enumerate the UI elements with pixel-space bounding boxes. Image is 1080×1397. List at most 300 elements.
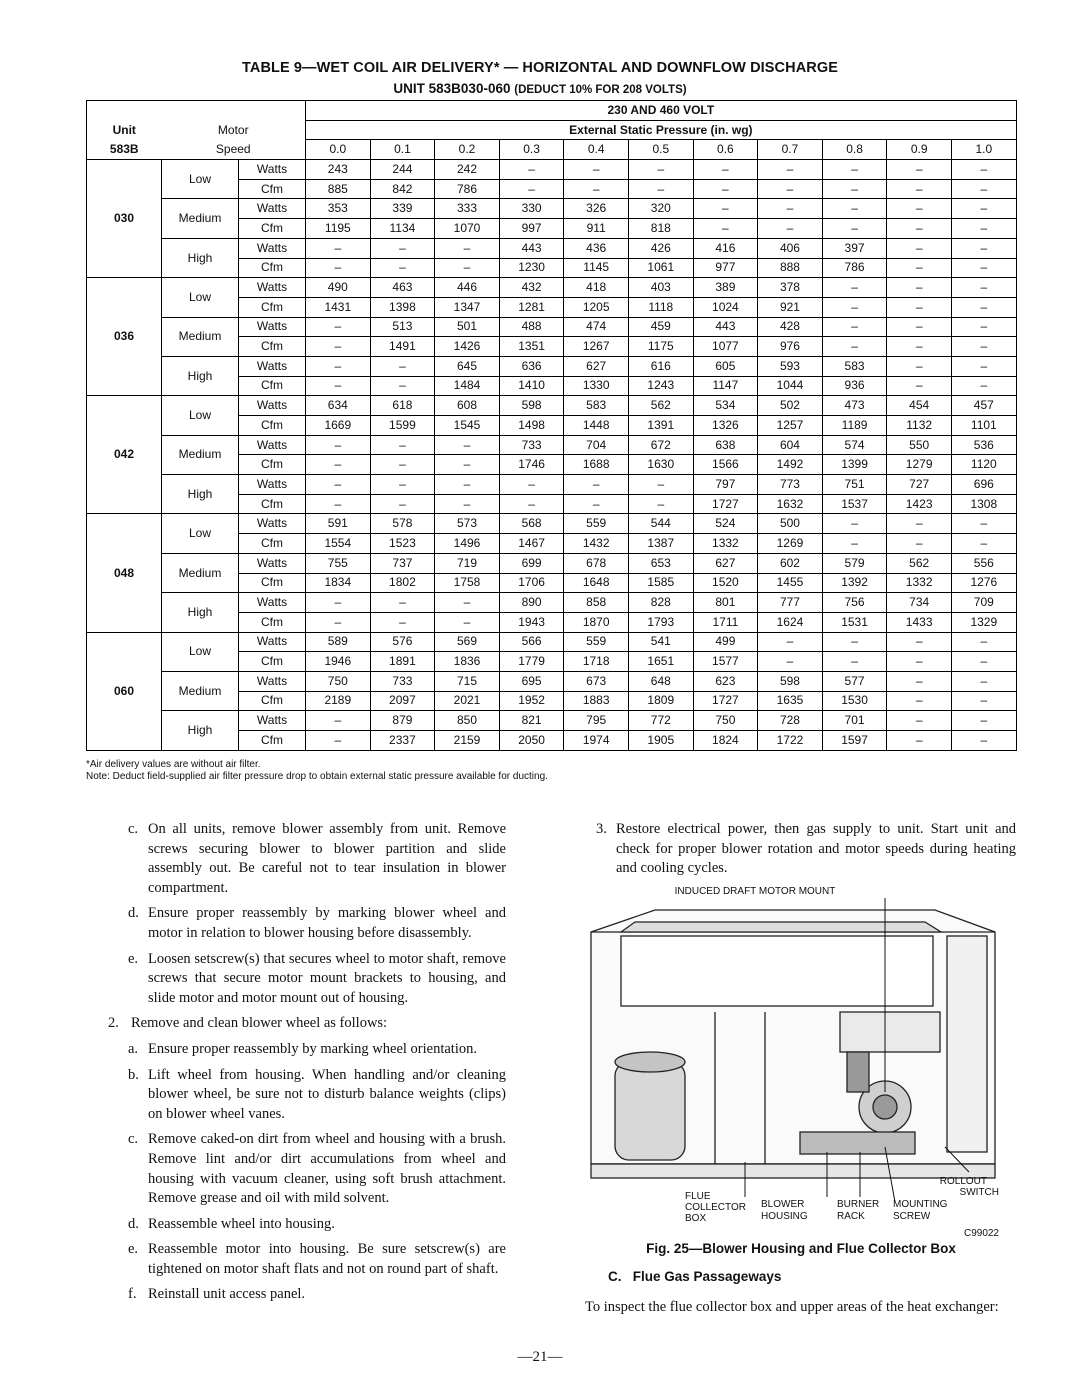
- value-cell: 755: [306, 553, 371, 573]
- table-title: TABLE 9—WET COIL AIR DELIVERY* — HORIZONTAL AND DOWNFLOW DISCHARGE: [242, 60, 838, 76]
- value-cell: –: [887, 297, 952, 317]
- value-cell: 326: [564, 199, 629, 219]
- value-cell: 524: [693, 514, 758, 534]
- value-cell: –: [951, 376, 1016, 396]
- value-cell: 1566: [693, 455, 758, 475]
- flue-paragraph: To inspect the flue collector box and upper areas of the heat exchanger:: [585, 1299, 999, 1315]
- value-cell: –: [370, 593, 435, 613]
- unit-size: 036: [87, 278, 162, 396]
- value-cell: –: [435, 238, 500, 258]
- value-cell: 715: [435, 671, 500, 691]
- value-cell: –: [564, 160, 629, 180]
- value-cell: 695: [499, 671, 564, 691]
- speed-cell: Medium: [162, 671, 239, 710]
- value-cell: –: [499, 494, 564, 514]
- measure-label: Cfm: [239, 573, 306, 593]
- speed-cell: Medium: [162, 553, 239, 592]
- value-cell: –: [887, 534, 952, 554]
- value-cell: –: [758, 179, 823, 199]
- value-cell: 1392: [822, 573, 887, 593]
- value-cell: 443: [499, 238, 564, 258]
- footnote: *Air delivery values are without air filter.: [86, 759, 261, 770]
- value-cell: 474: [564, 317, 629, 337]
- value-cell: 1946: [306, 652, 371, 672]
- value-cell: 648: [628, 671, 693, 691]
- value-cell: 1545: [435, 416, 500, 436]
- value-cell: 436: [564, 238, 629, 258]
- table-row: [87, 238, 1017, 258]
- value-cell: 1351: [499, 337, 564, 357]
- table-row: [87, 671, 1017, 691]
- value-cell: –: [370, 494, 435, 514]
- value-cell: –: [435, 455, 500, 475]
- value-cell: 1905: [628, 731, 693, 751]
- value-cell: –: [693, 179, 758, 199]
- value-cell: 890: [499, 593, 564, 613]
- value-cell: 1120: [951, 455, 1016, 475]
- value-cell: 1024: [693, 297, 758, 317]
- measure-label: Watts: [239, 199, 306, 219]
- step-e: e. Loosen setscrew(s) that secures wheel to motor shaft, remove screws that secure motor mount brackets to housing, and slide motor and motor mount out of housing.: [128, 950, 506, 1006]
- value-cell: 1496: [435, 534, 500, 554]
- value-cell: 403: [628, 278, 693, 298]
- value-cell: 636: [499, 356, 564, 376]
- value-cell: 818: [628, 219, 693, 239]
- value-cell: 623: [693, 671, 758, 691]
- value-cell: 2159: [435, 731, 500, 751]
- value-cell: 1276: [951, 573, 1016, 593]
- svg-text:BOX: BOX: [685, 1213, 707, 1224]
- value-cell: 976: [758, 337, 823, 357]
- svg-text:BLOWER: BLOWER: [761, 1199, 805, 1210]
- value-cell: 719: [435, 553, 500, 573]
- subtitle-main: UNIT 583B030-060: [393, 81, 511, 96]
- value-cell: 921: [758, 297, 823, 317]
- value-cell: 574: [822, 435, 887, 455]
- value-cell: –: [435, 475, 500, 495]
- value-cell: 627: [564, 356, 629, 376]
- measure-label: Cfm: [239, 691, 306, 711]
- value-cell: –: [951, 278, 1016, 298]
- measure-label: Watts: [239, 711, 306, 731]
- speed-cell: Medium: [162, 435, 239, 474]
- speed-cell: Low: [162, 160, 239, 199]
- table-row: [87, 199, 1017, 219]
- value-cell: 772: [628, 711, 693, 731]
- value-cell: 1824: [693, 731, 758, 751]
- value-cell: 559: [564, 632, 629, 652]
- value-cell: 541: [628, 632, 693, 652]
- value-cell: 801: [693, 593, 758, 613]
- value-cell: 1205: [564, 297, 629, 317]
- value-cell: 1891: [370, 652, 435, 672]
- page-number: —21—: [517, 1349, 563, 1365]
- value-cell: –: [887, 632, 952, 652]
- value-cell: –: [887, 160, 952, 180]
- value-cell: –: [758, 199, 823, 219]
- value-cell: 1175: [628, 337, 693, 357]
- speed-cell: High: [162, 711, 239, 750]
- value-cell: 536: [951, 435, 1016, 455]
- value-cell: 653: [628, 553, 693, 573]
- value-cell: 578: [370, 514, 435, 534]
- value-cell: –: [887, 691, 952, 711]
- value-cell: –: [951, 160, 1016, 180]
- table-row: [87, 396, 1017, 416]
- value-cell: –: [951, 514, 1016, 534]
- value-cell: –: [887, 238, 952, 258]
- value-cell: –: [693, 199, 758, 219]
- label-induced-draft: INDUCED DRAFT MOTOR MOUNT: [674, 886, 836, 897]
- value-cell: –: [951, 199, 1016, 219]
- measure-label: Cfm: [239, 612, 306, 632]
- table-subtitle: [0, 81, 1080, 96]
- value-cell: –: [499, 475, 564, 495]
- value-cell: 550: [887, 435, 952, 455]
- value-cell: 1399: [822, 455, 887, 475]
- value-cell: –: [951, 179, 1016, 199]
- value-cell: 556: [951, 553, 1016, 573]
- value-cell: 568: [499, 514, 564, 534]
- value-cell: 821: [499, 711, 564, 731]
- value-cell: 858: [564, 593, 629, 613]
- measure-label: Cfm: [239, 652, 306, 672]
- unit-model: 583B: [87, 140, 162, 160]
- value-cell: –: [370, 612, 435, 632]
- value-cell: –: [887, 317, 952, 337]
- value-cell: 418: [564, 278, 629, 298]
- value-cell: 618: [370, 396, 435, 416]
- value-cell: 1426: [435, 337, 500, 357]
- value-cell: –: [306, 455, 371, 475]
- value-cell: –: [951, 219, 1016, 239]
- value-cell: 737: [370, 553, 435, 573]
- step-d: d. Ensure proper reassembly by marking blower wheel and motor in relation to blower housing before disassembly.: [128, 905, 506, 941]
- value-cell: 406: [758, 238, 823, 258]
- measure-label: Watts: [239, 278, 306, 298]
- value-cell: 1718: [564, 652, 629, 672]
- value-cell: 573: [435, 514, 500, 534]
- value-cell: –: [306, 475, 371, 495]
- value-cell: 627: [693, 553, 758, 573]
- speed-cell: Medium: [162, 317, 239, 356]
- value-cell: 773: [758, 475, 823, 495]
- value-cell: –: [951, 691, 1016, 711]
- substep-d: d. Reassemble wheel into housing.: [128, 1215, 335, 1232]
- value-cell: 502: [758, 396, 823, 416]
- value-cell: 678: [564, 553, 629, 573]
- value-cell: 750: [306, 671, 371, 691]
- value-cell: –: [370, 356, 435, 376]
- header-blank: [87, 101, 306, 121]
- value-cell: 2050: [499, 731, 564, 751]
- value-cell: –: [951, 711, 1016, 731]
- value-cell: 1147: [693, 376, 758, 396]
- value-cell: –: [822, 278, 887, 298]
- measure-label: Cfm: [239, 455, 306, 475]
- value-cell: –: [951, 297, 1016, 317]
- unit-label: Unit: [87, 120, 162, 140]
- value-cell: –: [887, 337, 952, 357]
- value-cell: 1669: [306, 416, 371, 436]
- value-cell: 1491: [370, 337, 435, 357]
- value-cell: 1484: [435, 376, 500, 396]
- measure-label: Cfm: [239, 534, 306, 554]
- value-cell: 797: [693, 475, 758, 495]
- measure-label: Watts: [239, 396, 306, 416]
- value-cell: 1793: [628, 612, 693, 632]
- value-cell: 1410: [499, 376, 564, 396]
- value-cell: –: [758, 219, 823, 239]
- unit-size: 048: [87, 514, 162, 632]
- value-cell: 638: [693, 435, 758, 455]
- value-cell: –: [564, 475, 629, 495]
- value-cell: –: [306, 711, 371, 731]
- value-cell: 1952: [499, 691, 564, 711]
- table-row: [87, 593, 1017, 613]
- value-cell: –: [564, 494, 629, 514]
- value-cell: 428: [758, 317, 823, 337]
- value-cell: –: [887, 731, 952, 751]
- value-cell: 1530: [822, 691, 887, 711]
- esp-header: External Static Pressure (in. wg): [306, 120, 1017, 140]
- value-cell: –: [887, 356, 952, 376]
- table-row: [87, 317, 1017, 337]
- svg-text:C99022: C99022: [963, 1228, 999, 1239]
- value-cell: 756: [822, 593, 887, 613]
- value-cell: 936: [822, 376, 887, 396]
- value-cell: –: [370, 475, 435, 495]
- value-cell: –: [758, 652, 823, 672]
- svg-text:BURNER: BURNER: [837, 1199, 880, 1210]
- value-cell: 1387: [628, 534, 693, 554]
- value-cell: –: [628, 494, 693, 514]
- value-cell: 828: [628, 593, 693, 613]
- pressure-header: 0.0: [306, 140, 371, 160]
- speed-cell: High: [162, 356, 239, 395]
- value-cell: 728: [758, 711, 823, 731]
- value-cell: 1432: [564, 534, 629, 554]
- value-cell: 598: [499, 396, 564, 416]
- value-cell: 645: [435, 356, 500, 376]
- value-cell: –: [370, 455, 435, 475]
- value-cell: –: [951, 652, 1016, 672]
- table-row: [87, 632, 1017, 652]
- value-cell: –: [951, 258, 1016, 278]
- value-cell: –: [306, 337, 371, 357]
- svg-text:SWITCH: SWITCH: [959, 1187, 999, 1198]
- motor-label: Motor: [162, 120, 306, 140]
- measure-label: Cfm: [239, 416, 306, 436]
- value-cell: –: [435, 612, 500, 632]
- value-cell: 1883: [564, 691, 629, 711]
- value-cell: 1061: [628, 258, 693, 278]
- value-cell: 544: [628, 514, 693, 534]
- table-row: [87, 514, 1017, 534]
- value-cell: 593: [758, 356, 823, 376]
- value-cell: 1257: [758, 416, 823, 436]
- value-cell: –: [822, 199, 887, 219]
- value-cell: –: [822, 652, 887, 672]
- value-cell: –: [887, 278, 952, 298]
- value-cell: 1802: [370, 573, 435, 593]
- value-cell: –: [822, 179, 887, 199]
- value-cell: 1492: [758, 455, 823, 475]
- value-cell: 534: [693, 396, 758, 416]
- value-cell: 389: [693, 278, 758, 298]
- value-cell: 733: [499, 435, 564, 455]
- value-cell: 473: [822, 396, 887, 416]
- table-row: [87, 711, 1017, 731]
- value-cell: –: [822, 632, 887, 652]
- value-cell: 1758: [435, 573, 500, 593]
- substep-b: b. Lift wheel from housing. When handling and/or cleaning blower wheel, be sure not to disturb balance weights (clips) on blower wheel vanes.: [128, 1066, 506, 1122]
- value-cell: 1326: [693, 416, 758, 436]
- value-cell: 589: [306, 632, 371, 652]
- value-cell: 709: [951, 593, 1016, 613]
- value-cell: –: [951, 671, 1016, 691]
- value-cell: –: [822, 160, 887, 180]
- svg-text:FLUE: FLUE: [685, 1191, 711, 1202]
- blower-housing-figure: [585, 886, 1017, 1240]
- value-cell: 1635: [758, 691, 823, 711]
- value-cell: 1243: [628, 376, 693, 396]
- value-cell: 1431: [306, 297, 371, 317]
- value-cell: –: [370, 258, 435, 278]
- value-cell: 977: [693, 258, 758, 278]
- svg-text:ROLLOUT: ROLLOUT: [939, 1176, 987, 1187]
- value-cell: 426: [628, 238, 693, 258]
- value-cell: 432: [499, 278, 564, 298]
- value-cell: 1779: [499, 652, 564, 672]
- value-cell: 1537: [822, 494, 887, 514]
- value-cell: 244: [370, 160, 435, 180]
- value-cell: –: [887, 199, 952, 219]
- value-cell: –: [951, 534, 1016, 554]
- value-cell: 1943: [499, 612, 564, 632]
- value-cell: –: [306, 731, 371, 751]
- value-cell: 672: [628, 435, 693, 455]
- value-cell: 885: [306, 179, 371, 199]
- value-cell: –: [370, 435, 435, 455]
- value-cell: 727: [887, 475, 952, 495]
- unit-size: 030: [87, 160, 162, 278]
- value-cell: 500: [758, 514, 823, 534]
- value-cell: 1448: [564, 416, 629, 436]
- value-cell: 1145: [564, 258, 629, 278]
- pressure-header: 0.3: [499, 140, 564, 160]
- value-cell: –: [822, 534, 887, 554]
- value-cell: 330: [499, 199, 564, 219]
- value-cell: 1189: [822, 416, 887, 436]
- value-cell: –: [435, 435, 500, 455]
- unit-size: 042: [87, 396, 162, 514]
- value-cell: 777: [758, 593, 823, 613]
- measure-label: Cfm: [239, 731, 306, 751]
- value-cell: –: [758, 160, 823, 180]
- value-cell: –: [693, 160, 758, 180]
- value-cell: 888: [758, 258, 823, 278]
- value-cell: –: [822, 297, 887, 317]
- table-row: [87, 475, 1017, 495]
- measure-label: Watts: [239, 475, 306, 495]
- measure-label: Watts: [239, 160, 306, 180]
- value-cell: –: [887, 671, 952, 691]
- value-cell: 569: [435, 632, 500, 652]
- value-cell: 696: [951, 475, 1016, 495]
- measure-label: Cfm: [239, 376, 306, 396]
- air-delivery-table: [86, 100, 1017, 751]
- pressure-header: 0.1: [370, 140, 435, 160]
- value-cell: 1101: [951, 416, 1016, 436]
- value-cell: –: [306, 317, 371, 337]
- pressure-header: 1.0: [951, 140, 1016, 160]
- value-cell: 577: [822, 671, 887, 691]
- speed-cell: Low: [162, 278, 239, 317]
- value-cell: 333: [435, 199, 500, 219]
- svg-text:SCREW: SCREW: [893, 1211, 931, 1222]
- value-cell: 598: [758, 671, 823, 691]
- value-cell: 701: [822, 711, 887, 731]
- value-cell: –: [306, 356, 371, 376]
- value-cell: 242: [435, 160, 500, 180]
- measure-label: Watts: [239, 238, 306, 258]
- figure-caption: Fig. 25—Blower Housing and Flue Collector Box: [646, 1241, 956, 1256]
- value-cell: 604: [758, 435, 823, 455]
- speed-cell: Low: [162, 632, 239, 671]
- value-cell: 795: [564, 711, 629, 731]
- measure-label: Cfm: [239, 337, 306, 357]
- measure-label: Cfm: [239, 494, 306, 514]
- step-c: c. On all units, remove blower assembly from unit. Remove screws securing blower to blower partition and slide assembly out. Be careful not to tear insulation in blower compartment.: [128, 821, 506, 896]
- value-cell: 1727: [693, 691, 758, 711]
- value-cell: 397: [822, 238, 887, 258]
- value-cell: 1195: [306, 219, 371, 239]
- value-cell: 1134: [370, 219, 435, 239]
- value-cell: 1433: [887, 612, 952, 632]
- value-cell: 591: [306, 514, 371, 534]
- value-cell: 1269: [758, 534, 823, 554]
- substep-c: c. Remove caked-on dirt from wheel and housing with a brush. Remove lint and/or dirt accumulations from wheel and housing with vacuum cleaner, using soft brush attachment. Remove grease and oil with mild solvent.: [128, 1131, 506, 1207]
- value-cell: 1332: [693, 534, 758, 554]
- value-cell: 443: [693, 317, 758, 337]
- speed-cell: High: [162, 475, 239, 514]
- value-cell: 1648: [564, 573, 629, 593]
- value-cell: 1423: [887, 494, 952, 514]
- value-cell: 339: [370, 199, 435, 219]
- value-cell: 579: [822, 553, 887, 573]
- value-cell: 1577: [693, 652, 758, 672]
- value-cell: –: [951, 356, 1016, 376]
- value-cell: 673: [564, 671, 629, 691]
- measure-label: Watts: [239, 671, 306, 691]
- svg-text:COLLECTOR: COLLECTOR: [685, 1202, 746, 1213]
- value-cell: 446: [435, 278, 500, 298]
- value-cell: 1870: [564, 612, 629, 632]
- svg-text:MOUNTING: MOUNTING: [893, 1199, 948, 1210]
- value-cell: 562: [628, 396, 693, 416]
- value-cell: 1711: [693, 612, 758, 632]
- speed-cell: Medium: [162, 199, 239, 238]
- value-cell: 501: [435, 317, 500, 337]
- value-cell: 1044: [758, 376, 823, 396]
- value-cell: –: [822, 219, 887, 239]
- section-heading: C. Flue Gas Passageways: [608, 1269, 782, 1284]
- value-cell: 602: [758, 553, 823, 573]
- substep-a: a. Ensure proper reassembly by marking wheel orientation.: [128, 1040, 477, 1057]
- value-cell: 2021: [435, 691, 500, 711]
- value-cell: 1834: [306, 573, 371, 593]
